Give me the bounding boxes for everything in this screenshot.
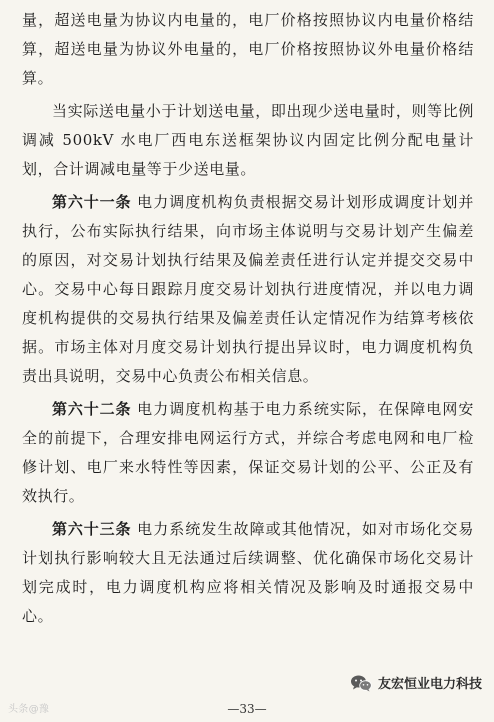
article-number: 第六十一条 [52,193,132,211]
paragraph-text: 电力调度机构基于电力系统实际，在保障电网安全的前提下，合理安排电网运行方式，并综合考虑电网和电厂检修计划、电厂来水特性等因素，保证交易计划的公平、公正及有效执行。 [22,400,474,505]
article-63 [22,515,474,631]
document-body [22,6,474,631]
article-number: 第六十三条 [52,520,132,538]
wechat-icon [350,674,372,692]
article-number: 第六十二条 [52,400,132,418]
paragraph-undersupply [22,97,474,184]
paragraph-text: 电力系统发生故障或其他情况，如对市场化交易计划执行影响较大且无法通过后续调整、优化确保市场化交易计划完成时，电力调度机构应将相关情况及影响及时通报交易中心。 [22,520,474,625]
article-62 [22,395,474,511]
paragraph-text: 量，超送电量为协议内电量的，电厂价格按照协议内电量价格结算，超送电量为协议外电量的，电厂价格按照协议外电量价格结算。 [22,11,474,87]
paragraph-text: 当实际送电量小于计划送电量，即出现少送电量时，则等比例调减 500kV 水电厂西电东送框架协议内固定比例分配电量计划，合计调减电量等于少送电量。 [22,102,474,178]
account-name: 友宏恒业电力科技 [377,677,482,692]
account-watermark [350,673,482,692]
page-number: —33— [227,702,267,716]
paragraph-text: 电力调度机构负责根据交易计划形成调度计划并执行，公布实际执行结果，向市场主体说明与交易计划产生偏差的原因，对交易计划执行结果及偏差责任进行认定并提交交易中心。交易中心每日跟踪月度交易计划执行进度情况，并以电力调度机构提供的交易执行结果及偏差责任认定情况作为结算考核依据。市场主体对月度交易计划执行提出异议时，电力调度机构负责出具说明，交易中心负责公布相关信息。 [22,193,474,385]
article-61 [22,188,474,391]
footer-watermark-text: 头条@豫 [8,704,50,715]
paragraph-continuation [22,6,474,93]
